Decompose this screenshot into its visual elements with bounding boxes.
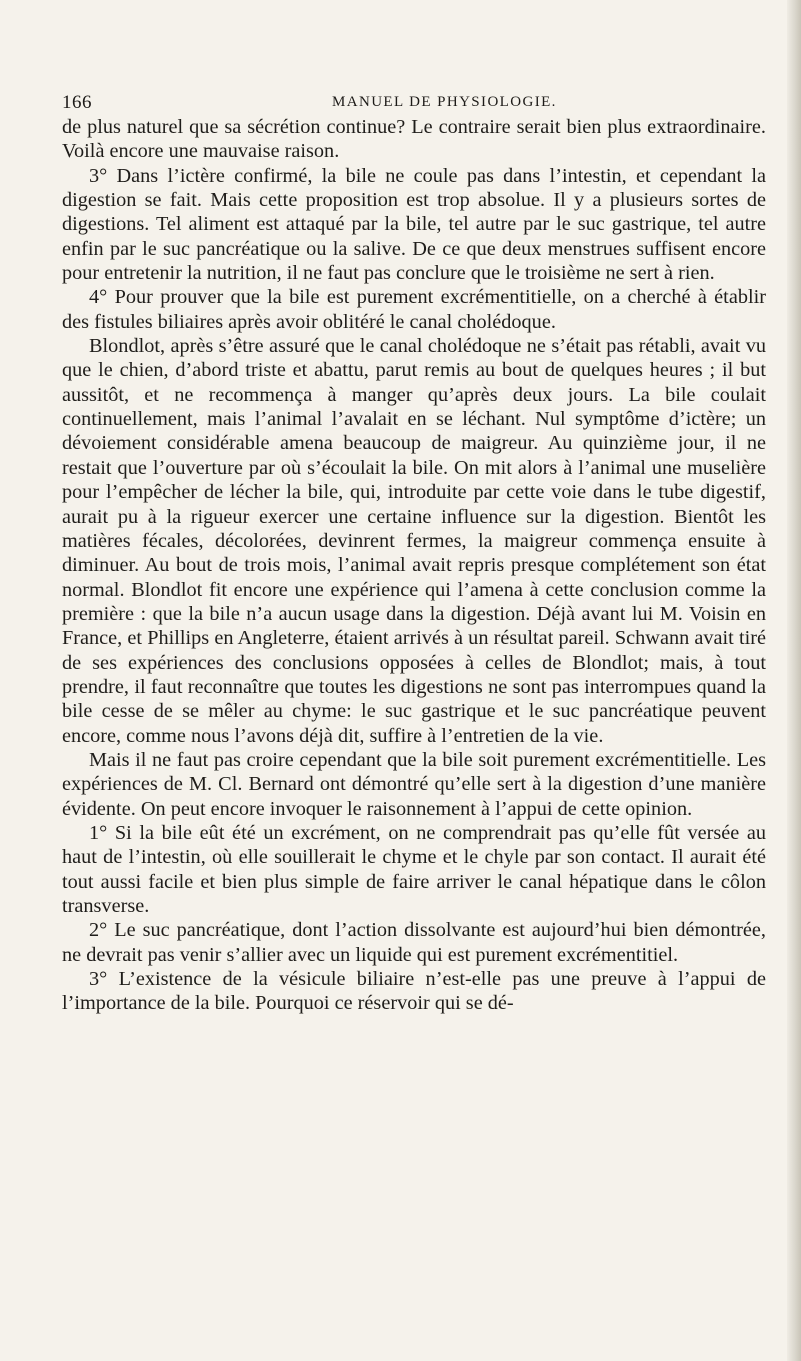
page-edge-shadow bbox=[787, 0, 801, 1361]
page-header bbox=[62, 92, 762, 114]
paragraph: 4° Pour prouver que la bile est purement excrémentitielle, on a cherché à établir des fistules biliaires après avoir oblitéré le canal cholédoque. bbox=[62, 286, 766, 333]
paragraph: Blondlot, après s’être assuré que le canal cholédoque ne s’était pas rétabli, avait vu que le chien, d’abord triste et abattu, parut remis au bout de quelques heures ; il but aussitôt, et ne recommença à manger qu’après deux jours. La bile coulait continuellement, mais l’animal l’avalait en se léchant. Nul symptôme d’ictère; un dévoiement considérable amena beaucoup de maigreur. Au quinzième jour, il ne restait que l’ouverture par où s’écoulait la bile. On mit alors à l’animal une muselière pour l’empêcher de lécher la bile, qui, introduite par cette voie dans le tube digestif, aurait pu à la rigueur exercer une certaine influence sur la digestion. Bientôt les matières fécales, décolorées, devinrent fermes, la maigreur commença ensuite à diminuer. Au bout de trois mois, l’animal avait repris presque complétement son état normal. Blondlot fit encore une expérience qui l’amena à cette conclusion comme la première : que la bile n’a aucun usage dans la digestion. Déjà avant lui M. Voisin en France, et Phillips en Angleterre, étaient arrivés à un résultat pareil. Schwann avait tiré de ses expériences des conclusions opposées à celles de Blondlot; mais, à tout prendre, il faut reconnaître que toutes les digestions ne sont pas interrompues quand la bile cesse de se mêler au chyme: le suc gastrique et le suc pancréatique peuvent encore, comme nous l’avons déjà dit, suffire à l’entretien de la vie. bbox=[62, 335, 766, 747]
paragraph: de plus naturel que sa sécrétion continue? Le contraire serait bien plus extraordinaire. Voilà encore une mauvaise raison. bbox=[62, 116, 766, 163]
paragraph: 3° L’existence de la vésicule biliaire n’est-elle pas une preuve à l’appui de l’importance de la bile. Pourquoi ce réservoir qui se dé- bbox=[62, 968, 766, 1015]
text-body bbox=[62, 115, 766, 1016]
paragraph: Mais il ne faut pas croire cependant que la bile soit purement excrémentitielle. Les expériences de M. Cl. Bernard ont démontré qu’elle sert à la digestion d’une manière évidente. On peut encore invoquer le raisonnement à l’appui de cette opinion. bbox=[62, 748, 766, 820]
paragraph: 1° Si la bile eût été un excrément, on ne comprendrait pas qu’elle fût versée au haut de l’intestin, où elle souillerait le chyme et le chyle par son contact. Il aurait été tout aussi facile et bien plus simple de faire arriver le canal hépatique dans le côlon transverse. bbox=[62, 821, 766, 917]
page-number: 166 bbox=[62, 92, 92, 113]
paragraph: 3° Dans l’ictère confirmé, la bile ne coule pas dans l’intestin, et cependant la digestion se fait. Mais cette proposition est trop absolue. Il y a plusieurs sortes de digestions. Tel aliment est attaqué par la bile, tel autre par le suc gastrique, tel autre enfin par le suc pancréatique ou la salive. De ce que deux menstrues suffisent encore pour entretenir la nutrition, il ne faut pas conclure que le troisième ne sert à rien. bbox=[62, 164, 766, 285]
running-title: MANUEL DE PHYSIOLOGIE. bbox=[332, 94, 557, 110]
paragraph: 2° Le suc pancréatique, dont l’action dissolvante est aujourd’hui bien démontrée, ne devrait pas venir s’allier avec un liquide qui est purement excrémentitiel. bbox=[62, 919, 766, 966]
